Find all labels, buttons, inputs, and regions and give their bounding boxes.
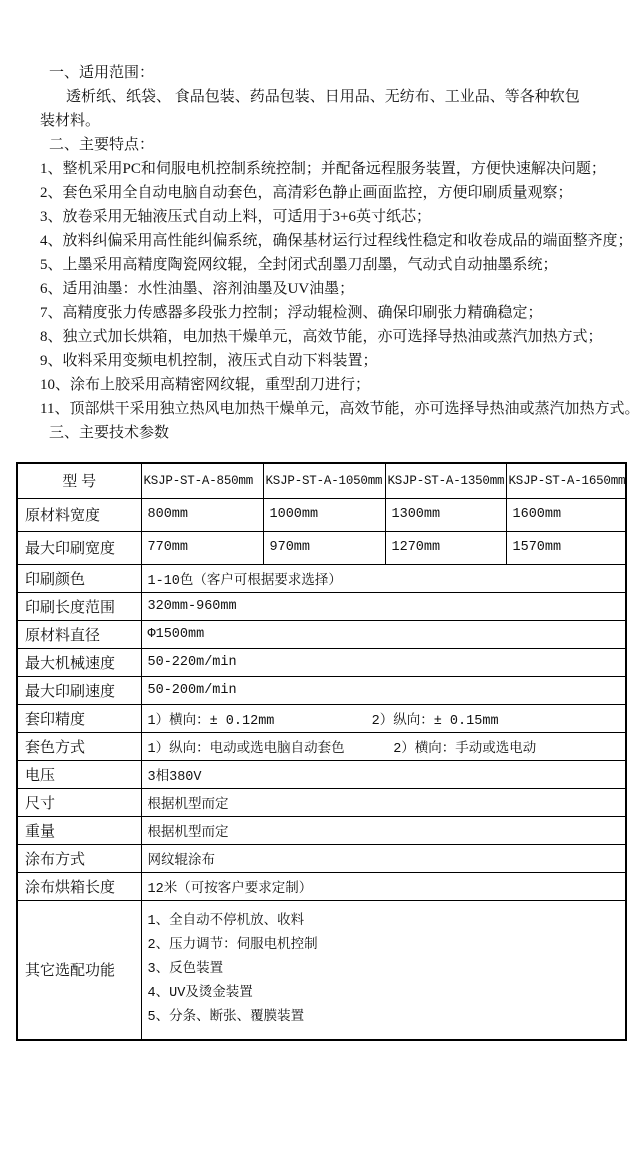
registration-mode-label: 套色方式 xyxy=(17,732,141,760)
feature-item-11: 11、顶部烘干采用独立热风电加热干燥单元，高效节能，亦可选择导热油或蒸汽加热方式。 xyxy=(40,401,640,417)
spec-row-voltage xyxy=(17,760,626,788)
weight-value: 根据机型而定 xyxy=(141,816,626,844)
model-value-3: KSJP-ST-A-1350mm xyxy=(385,463,506,498)
optional-function-2: 2、压力调节：伺服电机控制 xyxy=(147,937,318,953)
max-mechanical-speed-value: 50-220m/min xyxy=(141,648,626,676)
material-diameter-value: Φ1500mm xyxy=(141,620,626,648)
model-value-1: KSJP-ST-A-850mm xyxy=(141,463,263,498)
spec-row-coating-method xyxy=(17,844,626,872)
features-list xyxy=(40,157,640,421)
feature-item-6: 6、适用油墨：水性油墨、溶剂油墨及UV油墨； xyxy=(40,281,355,297)
material-width-value-3: 1300mm xyxy=(385,498,506,531)
spec-row-registration-accuracy xyxy=(17,704,626,732)
print-width-value-2: 970mm xyxy=(263,531,385,564)
document-body xyxy=(40,61,640,445)
spec-row-max-mechanical-speed xyxy=(17,648,626,676)
model-row-label: 型 号 xyxy=(17,463,141,498)
model-value-4: KSJP-ST-A-1650mm xyxy=(506,463,626,498)
material-width-label: 原材料宽度 xyxy=(17,498,141,531)
spec-row-print-width xyxy=(17,531,626,564)
material-diameter-label: 原材料直径 xyxy=(17,620,141,648)
print-length-range-label: 印刷长度范围 xyxy=(17,592,141,620)
optional-function-5: 5、分条、断张、覆膜装置 xyxy=(147,1009,305,1025)
feature-item-7: 7、高精度张力传感器多段张力控制；浮动辊检测、确保印刷张力精确稳定； xyxy=(40,305,543,321)
specs-table xyxy=(16,462,627,1041)
material-width-value-1: 800mm xyxy=(141,498,263,531)
feature-item-3: 3、放卷采用无轴液压式自动上料，可适用于3+6英寸纸芯； xyxy=(40,209,431,225)
spec-row-optional-functions xyxy=(17,900,626,1040)
print-width-value-4: 1570mm xyxy=(506,531,626,564)
coating-oven-length-value: 12米（可按客户要求定制） xyxy=(141,872,626,900)
registration-accuracy-value: 1）横向：± 0.12mm 2）纵向：± 0.15mm xyxy=(141,704,626,732)
spec-row-model xyxy=(17,463,626,498)
feature-item-2: 2、套色采用全自动电脑自动套色，高清彩色静止画面监控，方便印刷质量观察； xyxy=(40,185,573,201)
spec-row-print-length-range xyxy=(17,592,626,620)
feature-item-8: 8、独立式加长烘箱，电加热干燥单元，高效节能，亦可选择导热油或蒸汽加热方式； xyxy=(40,329,603,345)
spec-row-dimensions xyxy=(17,788,626,816)
section-1-heading: 一、适用范围： xyxy=(49,65,155,81)
coating-method-label: 涂布方式 xyxy=(17,844,141,872)
registration-mode-value: 1）纵向：电动或选电脑自动套色 2）横向：手动或选电动 xyxy=(141,732,626,760)
print-width-label: 最大印刷宽度 xyxy=(17,531,141,564)
optional-functions-value xyxy=(141,900,626,1040)
print-colors-value: 1-10色（客户可根据要求选择） xyxy=(141,564,626,592)
weight-label: 重量 xyxy=(17,816,141,844)
material-width-value-2: 1000mm xyxy=(263,498,385,531)
feature-item-5: 5、上墨采用高精度陶瓷网纹辊，全封闭式刮墨刀刮墨，气动式自动抽墨系统； xyxy=(40,257,558,273)
voltage-label: 电压 xyxy=(17,760,141,788)
model-value-2: KSJP-ST-A-1050mm xyxy=(263,463,385,498)
spec-row-print-colors xyxy=(17,564,626,592)
section-2-heading: 二、主要特点： xyxy=(49,137,155,153)
optional-function-3: 3、反色装置 xyxy=(147,961,224,977)
print-length-range-value: 320mm-960mm xyxy=(141,592,626,620)
feature-item-9: 9、收料采用变频电机控制，液压式自动下料装置； xyxy=(40,353,378,369)
dimensions-value: 根据机型而定 xyxy=(141,788,626,816)
print-width-value-3: 1270mm xyxy=(385,531,506,564)
optional-function-1: 1、全自动不停机放、收料 xyxy=(147,913,305,929)
coating-method-value: 网纹辊涂布 xyxy=(141,844,626,872)
scope-paragraph-line-2: 装材料。 xyxy=(40,113,101,129)
max-print-speed-value: 50-200m/min xyxy=(141,676,626,704)
spec-row-material-diameter xyxy=(17,620,626,648)
dimensions-label: 尺寸 xyxy=(17,788,141,816)
feature-item-4: 4、放料纠偏采用高性能纠偏系统，确保基材运行过程线性稳定和收卷成品的端面整齐度； xyxy=(40,233,633,249)
spec-row-registration-mode xyxy=(17,732,626,760)
optional-functions-label: 其它选配功能 xyxy=(17,900,141,1040)
scope-paragraph-line-1: 透析纸、纸袋、 食品包装、药品包装、日用品、无纺布、工业品、等各种软包 xyxy=(66,89,580,105)
spec-row-coating-oven-length xyxy=(17,872,626,900)
print-colors-label: 印刷颜色 xyxy=(17,564,141,592)
spec-row-max-print-speed xyxy=(17,676,626,704)
material-width-value-4: 1600mm xyxy=(506,498,626,531)
max-print-speed-label: 最大印刷速度 xyxy=(17,676,141,704)
optional-function-4: 4、UV及烫金装置 xyxy=(147,985,253,1001)
print-width-value-1: 770mm xyxy=(141,531,263,564)
coating-oven-length-label: 涂布烘箱长度 xyxy=(17,872,141,900)
voltage-value: 3相380V xyxy=(141,760,626,788)
spec-row-material-width xyxy=(17,498,626,531)
section-3-heading: 三、主要技术参数 xyxy=(49,425,170,441)
spec-row-weight xyxy=(17,816,626,844)
max-mechanical-speed-label: 最大机械速度 xyxy=(17,648,141,676)
feature-item-10: 10、涂布上胶采用高精密网纹辊，重型刮刀进行； xyxy=(40,377,371,393)
feature-item-1: 1、整机采用PC和伺服电机控制系统控制；并配备远程服务装置，方便快速解决问题； xyxy=(40,161,606,177)
registration-accuracy-label: 套印精度 xyxy=(17,704,141,732)
